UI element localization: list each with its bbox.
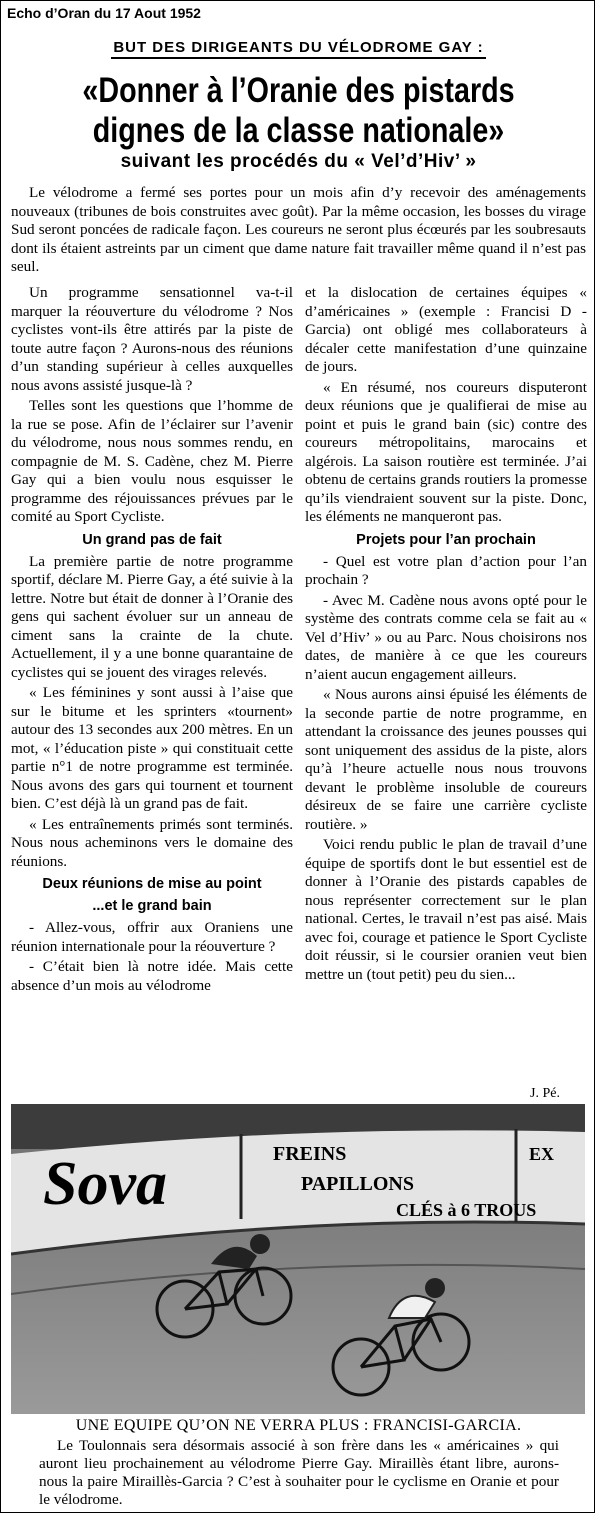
section-heading: Deux réunions de mise au point [42, 876, 262, 892]
left-column [11, 284, 293, 997]
headline-line-1: «Donner à l’Oranie des pistards [82, 71, 515, 110]
author-signature: J. Pé. [530, 1086, 560, 1101]
rider-head [425, 1278, 445, 1298]
paragraph: - Avec M. Cadène nous avons opté pour le système des contrats comme cela se fait au « Vel d’Hiv’ » ou au Parc. Nous choisirons nos dates, de manière à ce que les coureurs n’aient aucun engagement ailleurs. [305, 591, 587, 683]
sign-line-1: FREINS [273, 1143, 347, 1165]
source-line: Echo d’Oran du 17 Aout 1952 [7, 5, 201, 21]
paragraph: - C’était bien là notre idée. Mais cette absence d’un mois au vélodrome [11, 958, 293, 994]
sign-edge-text: EX [529, 1144, 555, 1164]
photo-caption-body: Le Toulonnais sera désormais associé à son frère dans les « américaines » qui auront lieu prochainement au vélodrome Pierre Gay. Miraillès étant libre, aurons-nous la paire Miraillès-Garcia ? C’est à souhaiter pour le cyclisme en Oranie et pour le vélodrome. [39, 1437, 559, 1508]
section-heading: Projets pour l’an prochain [356, 531, 536, 548]
article-kicker-text: BUT DES DIRIGEANTS DU VÉLODROME GAY : [111, 39, 485, 59]
paragraph: « Nous aurons ainsi épuisé les éléments de la seconde partie de notre programme, en attendant la croissance des jeunes pousses qui sont uniquement des assidus de la piste, alors qu’à l’heure actuelle nous nous trouvons devant le problème insoluble de coureurs désireux de se faire une carrière cycliste routière. » [305, 686, 587, 833]
section-subheading: ...et le grand bain [92, 898, 212, 914]
photo-caption-title: UNE EQUIPE QU’ON NE VERRA PLUS : FRANCISI-GARCIA. [75, 1417, 522, 1434]
article-headline [55, 71, 543, 151]
section-heading: Un grand pas de fait [82, 531, 222, 548]
paragraph: La première partie de notre programme sportif, déclare M. Pierre Gay, a été suivie à la lettre. Notre but était de donner à l’Oranie des gens qui sachent évoluer sur un anneau de ciment sans la crainte de la chute. Actuellement, il y a une bonne quarantaine de cyclistes qui se jouent des virages relevés. [11, 552, 293, 681]
article-intro: Le vélodrome a fermé ses portes pour un mois afin d’y recevoir des aménagements nouveaux (tribunes de bois construites avec goût). Par la même occasion, les bosses du virage Sud seront poncées de radicale façon. Les coureurs ne seront plus écœurés par les soubresauts dont ils étaient astreints par un ciment que dame nature fait travailler même quand il n’est pas seul. [11, 184, 586, 275]
right-column [305, 284, 587, 986]
paragraph: Un programme sensationnel va-t-il marquer la réouverture du vélodrome ? Nos cyclistes vont-ils être attirés par la piste de toute autre façon ? Aurons-nous des réunions d’un standing supérieur à celles auxquelles nous avons assisté jusque-là ? [11, 284, 293, 394]
paragraph: « Les féminines y sont aussi à l’aise que sur le bitume et les sprinters «tournent» autour des 13 secondes aux 200 mètres. En un mot, « l’éducation piste » qui constituait cette partie n°1 de notre programme est terminée. Nous avons des gars qui tournent et tournent bien. C’est déjà là un grand pas de fait. [11, 684, 293, 812]
paragraph: - Allez-vous, offrir aux Oraniens une réunion internationale pour la réouverture ? [11, 919, 293, 955]
paragraph: Telles sont les questions que l’homme de la rue se pose. Afin de l’éclairer sur l’avenir du vélodrome, nous nous sommes rendu, en compagnie de M. S. Cadène, chez M. Pierre Gay qui a bien voulu nous esquisser le programme des réjouissances prévues par le comité au Sport Cycliste. [11, 397, 293, 525]
article-subheadline: suivant les procédés du « Vel’d’Hiv’ » [120, 151, 477, 172]
photo-illustration [11, 1104, 585, 1414]
headline-line-2: dignes de la classe nationale» [92, 111, 505, 150]
paragraph: - Quel est votre plan d’action pour l’an prochain ? [305, 552, 587, 588]
sign-brand: Sova [43, 1150, 167, 1218]
paragraph: et la dislocation de certaines équipes « d’américaines » (exemple : Francisi D - Garcia) ont obligé mes collaborateurs à décaler cette manifestation d’une quinzaine de jours. [305, 284, 587, 375]
sign-line-2: PAPILLONS [301, 1173, 414, 1195]
paragraph: « Les entraînements primés sont terminés. Nous nous acheminons vers le domaine des réunions. [11, 815, 293, 870]
paragraph: Voici rendu public le plan de travail d’une équipe de sportifs dont le but essentiel est de donner à l’Oranie des pistards capables de nous représenter correctement sur le plan national. Certes, le travail n’est pas aisé. Mais avec foi, courage et patience le Sport Cycliste doit réussir, si le coursier oranien veut bien mettre un (tout petit) peu du sien... [305, 836, 587, 983]
cyclists-photo [11, 1104, 585, 1414]
paragraph: « En résumé, nos coureurs disputeront deux réunions que je qualifierai de mise au point et puis le grand bain (sic) contre des coureurs métropolitains, marocains et algérois. La saison routière est terminée. J’ai obtenu de certains grands routiers la promesse qu’ils viendraient souvent sur la piste. Donc, les éléments ne manqueront pas. [305, 378, 587, 525]
rider-head [250, 1234, 270, 1254]
article-kicker [1, 39, 595, 56]
sign-line-3: CLÉS à 6 TROUS [396, 1200, 537, 1220]
